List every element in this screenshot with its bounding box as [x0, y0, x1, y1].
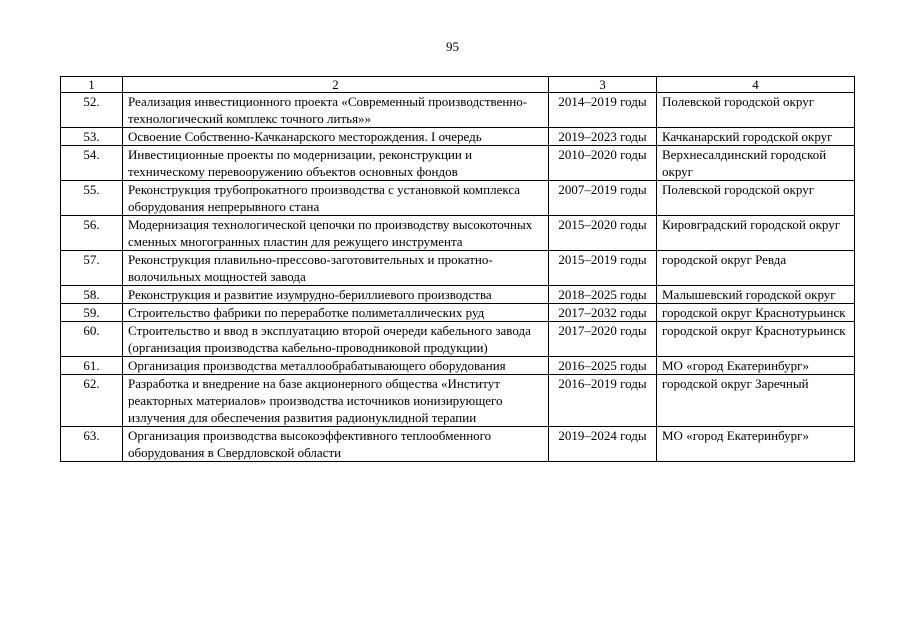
project-location: городской округ Краснотурьинск [657, 304, 855, 322]
table-body [61, 93, 855, 462]
table-row [61, 427, 855, 462]
row-number: 55. [61, 181, 123, 216]
row-number: 59. [61, 304, 123, 322]
project-location: Кировградский городской округ [657, 216, 855, 251]
project-name: Освоение Собственно-Качканарского месторождения. I очередь [123, 128, 549, 146]
table-row [61, 251, 855, 286]
project-period: 2019–2024 годы [549, 427, 657, 462]
project-period: 2010–2020 годы [549, 146, 657, 181]
projects-table [60, 76, 855, 462]
column-header-3: 3 [549, 77, 657, 93]
row-number: 62. [61, 375, 123, 427]
row-number: 53. [61, 128, 123, 146]
table-row [61, 322, 855, 357]
project-period: 2016–2019 годы [549, 375, 657, 427]
project-name: Реализация инвестиционного проекта «Современный производственно-технологический комплекс точного литья»» [123, 93, 549, 128]
project-name: Организация производства высокоэффективного теплообменного оборудования в Свердловской области [123, 427, 549, 462]
row-number: 58. [61, 286, 123, 304]
project-location: Полевской городской округ [657, 93, 855, 128]
page-number: 95 [446, 39, 459, 54]
project-name: Разработка и внедрение на базе акционерного общества «Институт реакторных материалов» производства источников ионизирующего излучения для обеспечения развития радионуклидной терапии [123, 375, 549, 427]
project-name: Реконструкция и развитие изумрудно-бериллиевого производства [123, 286, 549, 304]
column-header-4: 4 [657, 77, 855, 93]
project-name: Модернизация технологической цепочки по производству высокоточных сменных многогранных пластин для режущего инструмента [123, 216, 549, 251]
table-row [61, 286, 855, 304]
table-row [61, 93, 855, 128]
project-location: Полевской городской округ [657, 181, 855, 216]
table-row [61, 357, 855, 375]
table-row [61, 181, 855, 216]
header-row [61, 77, 855, 93]
project-period: 2014–2019 годы [549, 93, 657, 128]
row-number: 60. [61, 322, 123, 357]
table-row [61, 375, 855, 427]
project-location: Качканарский городской округ [657, 128, 855, 146]
project-name: Строительство и ввод в эксплуатацию второй очереди кабельного завода (организация производства кабельно-проводниковой продукции) [123, 322, 549, 357]
project-period: 2019–2023 годы [549, 128, 657, 146]
project-name: Организация производства металлообрабатывающего оборудования [123, 357, 549, 375]
project-location: городской округ Краснотурьинск [657, 322, 855, 357]
project-location: городской округ Заречный [657, 375, 855, 427]
project-period: 2017–2032 годы [549, 304, 657, 322]
row-number: 63. [61, 427, 123, 462]
row-number: 56. [61, 216, 123, 251]
project-location: МО «город Екатеринбург» [657, 427, 855, 462]
project-period: 2016–2025 годы [549, 357, 657, 375]
project-period: 2007–2019 годы [549, 181, 657, 216]
row-number: 61. [61, 357, 123, 375]
project-location: Малышевский городской округ [657, 286, 855, 304]
project-location: МО «город Екатеринбург» [657, 357, 855, 375]
project-name: Строительство фабрики по переработке полиметаллических руд [123, 304, 549, 322]
project-name: Инвестиционные проекты по модернизации, реконструкции и техническому перевооружению объектов основных фондов [123, 146, 549, 181]
project-period: 2018–2025 годы [549, 286, 657, 304]
table-row [61, 146, 855, 181]
table-row [61, 304, 855, 322]
row-number: 57. [61, 251, 123, 286]
project-location: городской округ Ревда [657, 251, 855, 286]
table-row [61, 216, 855, 251]
project-name: Реконструкция плавильно-прессово-заготовительных и прокатно-волочильных мощностей завода [123, 251, 549, 286]
project-period: 2015–2020 годы [549, 216, 657, 251]
table-row [61, 128, 855, 146]
row-number: 54. [61, 146, 123, 181]
column-header-2: 2 [123, 77, 549, 93]
row-number: 52. [61, 93, 123, 128]
project-period: 2017–2020 годы [549, 322, 657, 357]
project-location: Верхнесалдинский городской округ [657, 146, 855, 181]
project-period: 2015–2019 годы [549, 251, 657, 286]
column-header-1: 1 [61, 77, 123, 93]
project-name: Реконструкция трубопрокатного производства с установкой комплекса оборудования непрерывного стана [123, 181, 549, 216]
